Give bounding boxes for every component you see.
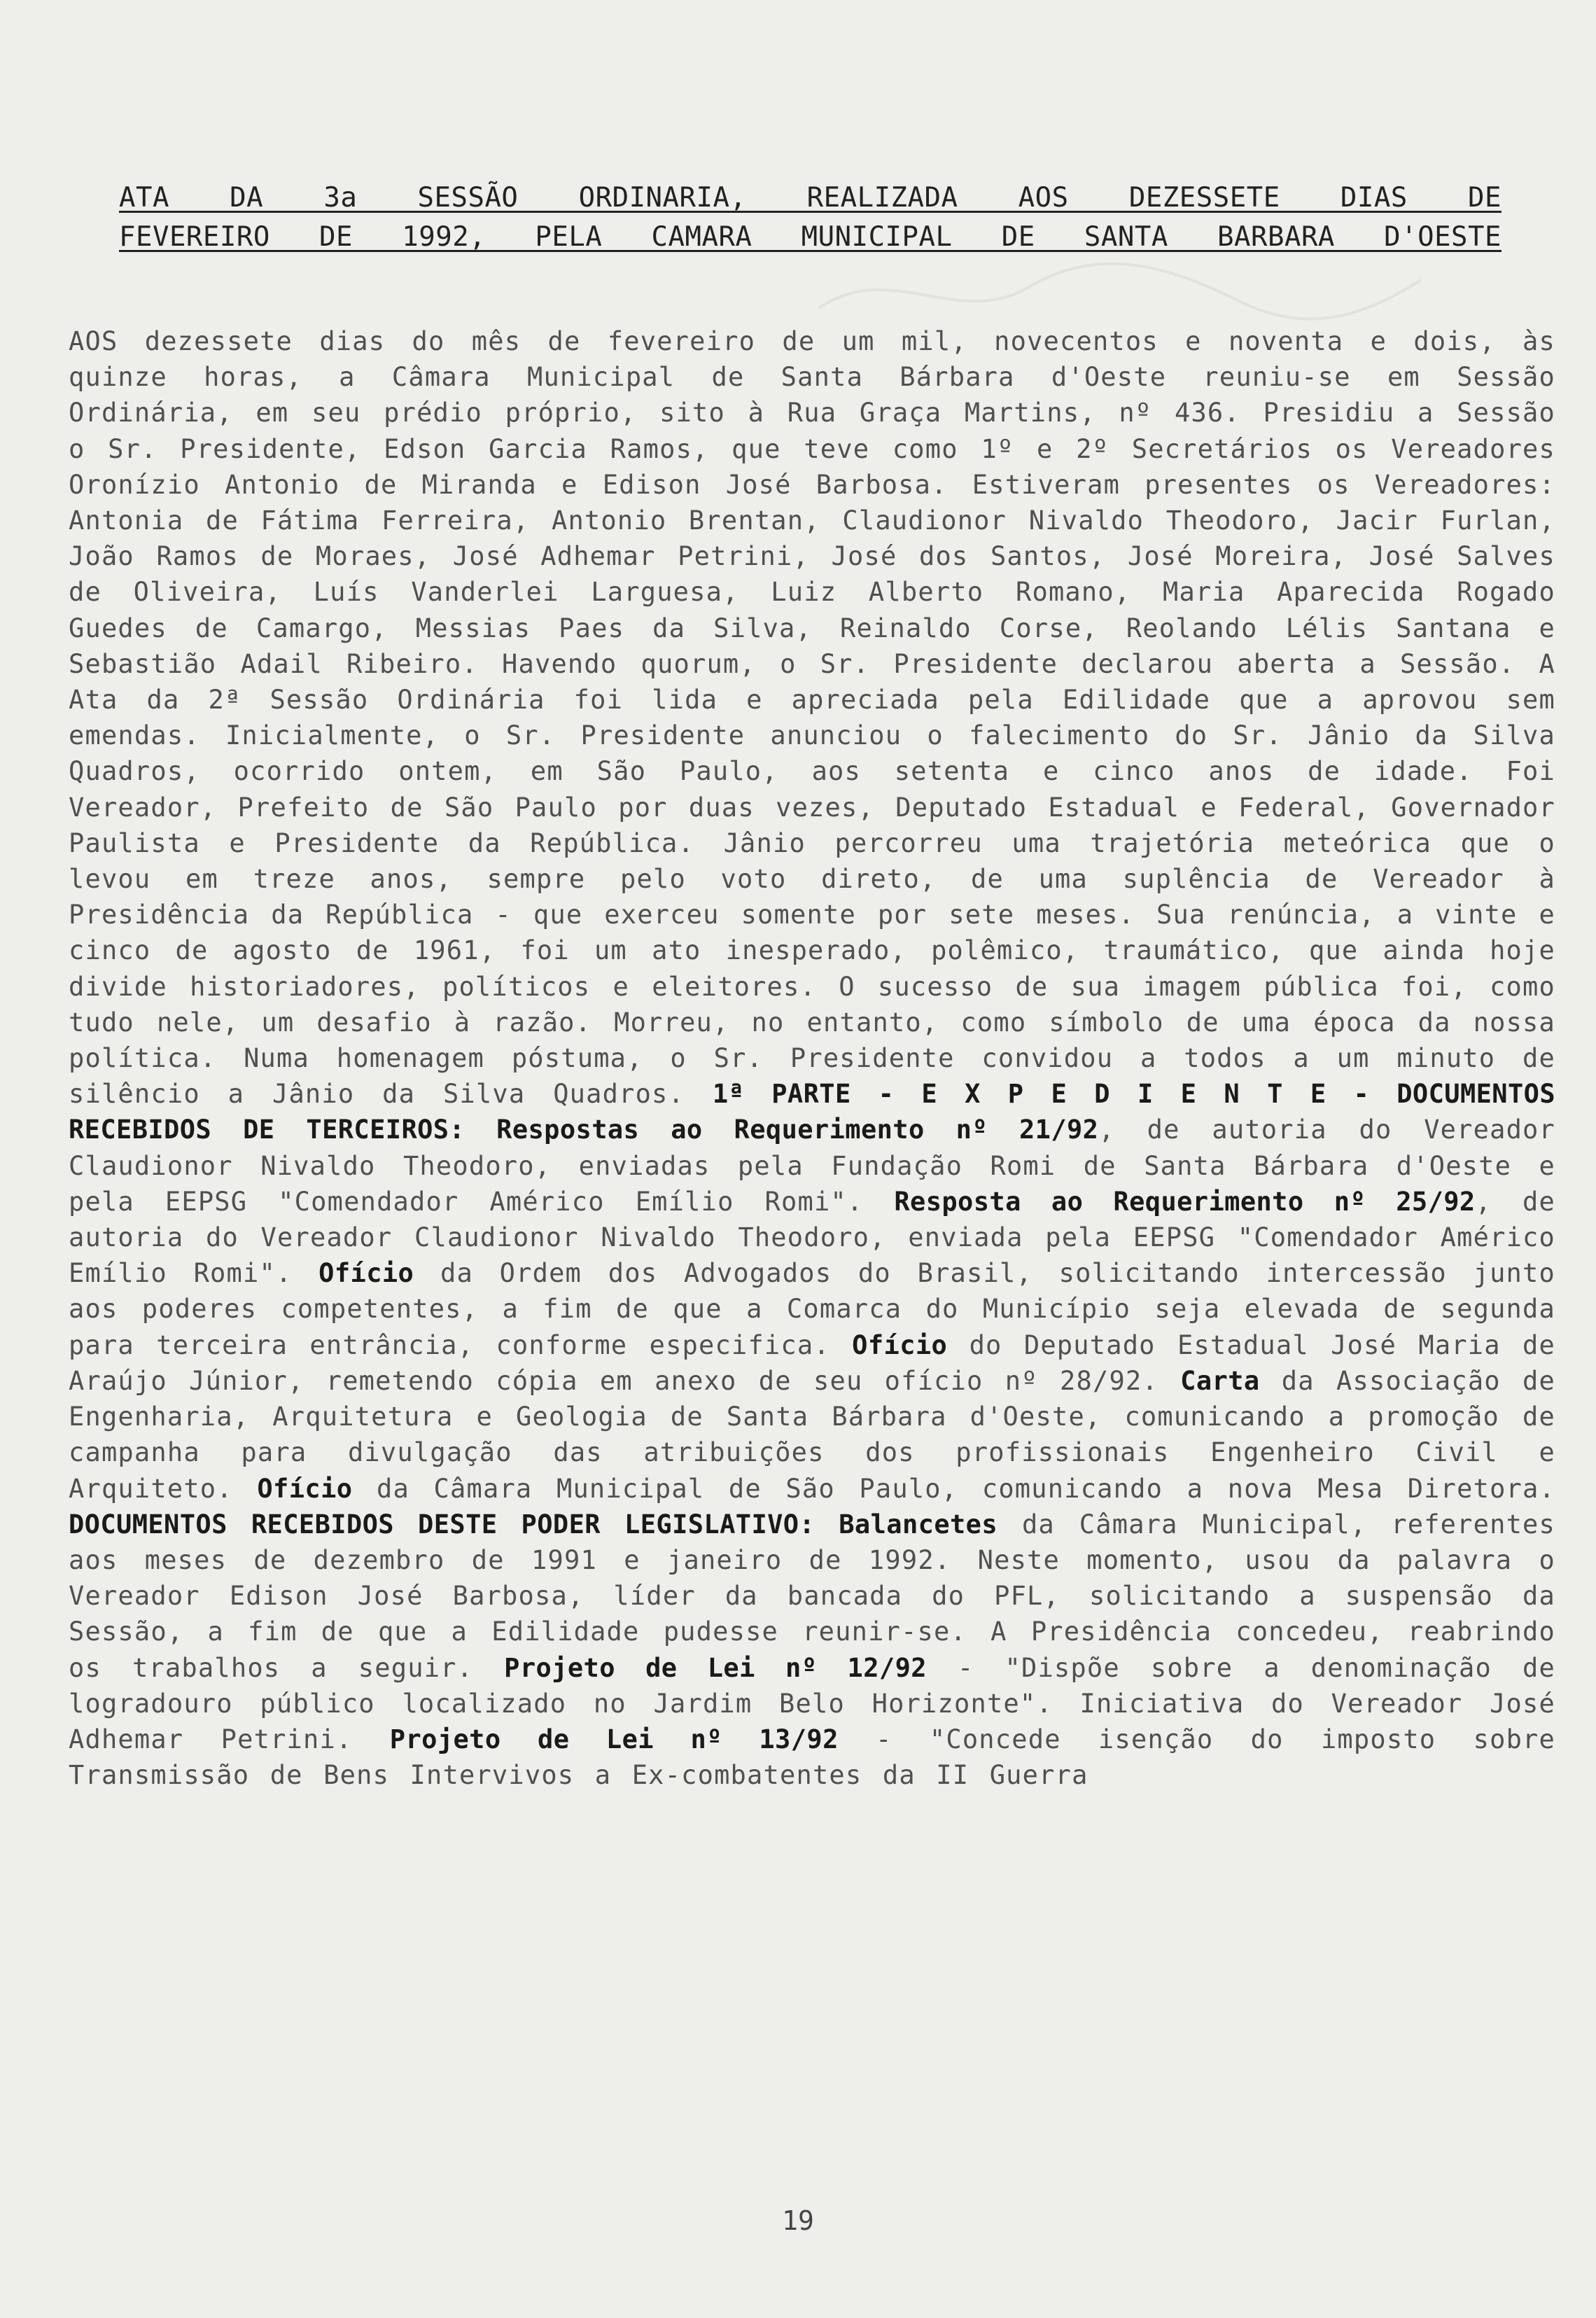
text-segment: da Associação de Engenharia, Arquitetura e Geologia de Santa Bárbara d'Oeste, comunicando a promoção de campanha para divulgação das atribuições dos profissionais Engenheiro Civil e Arquiteto. — [69, 1365, 1555, 1504]
bold-heading-segment: Projeto de Lei nº 13/92 — [389, 1724, 839, 1754]
page-number: 19 — [782, 2205, 814, 2236]
title-line-2: FEVEREIRO DE 1992, PELA CAMARA MUNICIPAL DE SANTA BARBARA D'OESTE — [119, 221, 1502, 253]
title-line-1: ATA DA 3a SESSÃO ORDINARIA, REALIZADA AOS DEZESSETE DIAS DE — [119, 182, 1502, 214]
text-segment: da Câmara Municipal, referentes aos meses de dezembro de 1991 e janeiro de 1992. Neste momento, usou da palavra o Vereador Edison José Barbosa, líder da bancada do PFL, solicitando a suspensão da Sessão, a fim de que a Edilidade pudesse reunir-se. A Presidência concedeu, reabrindo os trabalhos a seguir. — [69, 1509, 1555, 1683]
minutes-body-text — [69, 323, 1555, 1793]
page-title — [119, 179, 1502, 257]
bold-heading-segment: Ofício — [257, 1473, 353, 1504]
text-segment: - "Dispõe sobre a denominação de logradouro público localizado no Jardim Belo Horizonte". Iniciativa do Vereador José Adhemar Petrini. — [69, 1652, 1555, 1754]
text-segment: da Câmara Municipal de São Paulo, comunicando a nova Mesa Diretora. — [352, 1473, 1555, 1504]
bold-heading-segment: Ofício — [318, 1258, 414, 1289]
bold-heading-segment: DOCUMENTOS RECEBIDOS DESTE PODER LEGISLATIVO: Balancetes — [69, 1509, 998, 1539]
text-segment: da Ordem dos Advogados do Brasil, solicitando intercessão junto aos poderes competentes, a fim de que a Comarca do Município seja elevada de segunda para terceira entrância, conforme especifica. — [69, 1258, 1555, 1360]
bold-heading-segment: Resposta ao Requerimento nº 25/92 — [894, 1186, 1476, 1217]
bold-heading-segment: Carta — [1180, 1365, 1260, 1396]
text-segment: AOS dezessete dias do mês de fevereiro de um mil, novecentos e noventa e dois, às quinze horas, a Câmara Municipal de Santa Bárbara d'Oeste reuniu-se em Sessão Ordinária, em seu prédio próprio, sito à Rua Graça Martins, nº 436. Presidiu a Sessão o Sr. Presidente, Edson Garcia Ramos, que teve como 1º e 2º Secretários os Vereadores Oronízio Antonio de Miranda e Edison José Barbosa. Estiveram presentes os Vereadores: Antonia de Fátima Ferreira, Antonio Brentan, Claudionor Nivaldo Theodoro, Jacir Furlan, João Ramos de Moraes, José Adhemar Petrini, José dos Santos, José Moreira, José Salves de Oliveira, Luís Vanderlei Larguesa, Luiz Alberto Romano, Maria Aparecida Rogado Guedes de Camargo, Messias Paes da Silva, Reinaldo Corse, Reolando Lélis Santana e Sebastião Adail Ribeiro. Havendo quorum, o Sr. Presidente declarou aberta a Sessão. A Ata da 2ª Sessão Ordinária foi lida e apreciada pela Edilidade que a aprovou sem emendas. Inicialmente, o Sr. Presidente anunciou o falecimento do Sr. Jânio da Silva Quadros, ocorrido ontem, em São Paulo, aos setenta e cinco anos de idade. Foi Vereador, Prefeito de São Paulo por duas vezes, Deputado Estadual e Federal, Governador Paulista e Presidente da República. Jânio percorreu uma trajetória meteórica que o levou em treze anos, sempre pelo voto direto, de uma suplência de Vereador à Presidência da República - que exerceu somente por sete meses. Sua renúncia, a vinte e cinco de agosto de 1961, foi um ato inesperado, polêmico, traumático, que ainda hoje divide historiadores, políticos e eleitores. O sucesso de sua imagem pública foi, como tudo nele, um desafio à razão. Morreu, no entanto, como símbolo de uma época da nossa política. Numa homenagem póstuma, o Sr. Presidente convidou a todos a um minuto de silêncio a Jânio da Silva Quadros. — [69, 326, 1555, 1110]
bold-heading-segment: Projeto de Lei nº 12/92 — [504, 1652, 927, 1683]
bold-heading-segment: 1ª PARTE - E X P E D I E N T E - DOCUMENTOS RECEBIDOS DE TERCEIROS: Respostas ao Requerimento nº 21/92 — [69, 1079, 1556, 1145]
text-segment: , de autoria do Vereador Claudionor Nivaldo Theodoro, enviada pela EEPSG "Comendador Américo Emílio Romi". — [69, 1186, 1556, 1289]
text-segment: - "Concede isenção do imposto sobre Transmissão de Bens Intervivos a Ex-combatentes da II Guerra — [69, 1724, 1555, 1791]
text-segment: do Deputado Estadual José Maria de Araújo Júnior, remetendo cópia em anexo de seu ofício nº 28/92. — [69, 1329, 1556, 1396]
bold-heading-segment: Ofício — [852, 1329, 948, 1360]
text-segment: , de autoria do Vereador Claudionor Nivaldo Theodoro, enviadas pela Fundação Romi de Santa Bárbara d'Oeste e pela EEPSG "Comendador Américo Emílio Romi". — [69, 1115, 1556, 1217]
